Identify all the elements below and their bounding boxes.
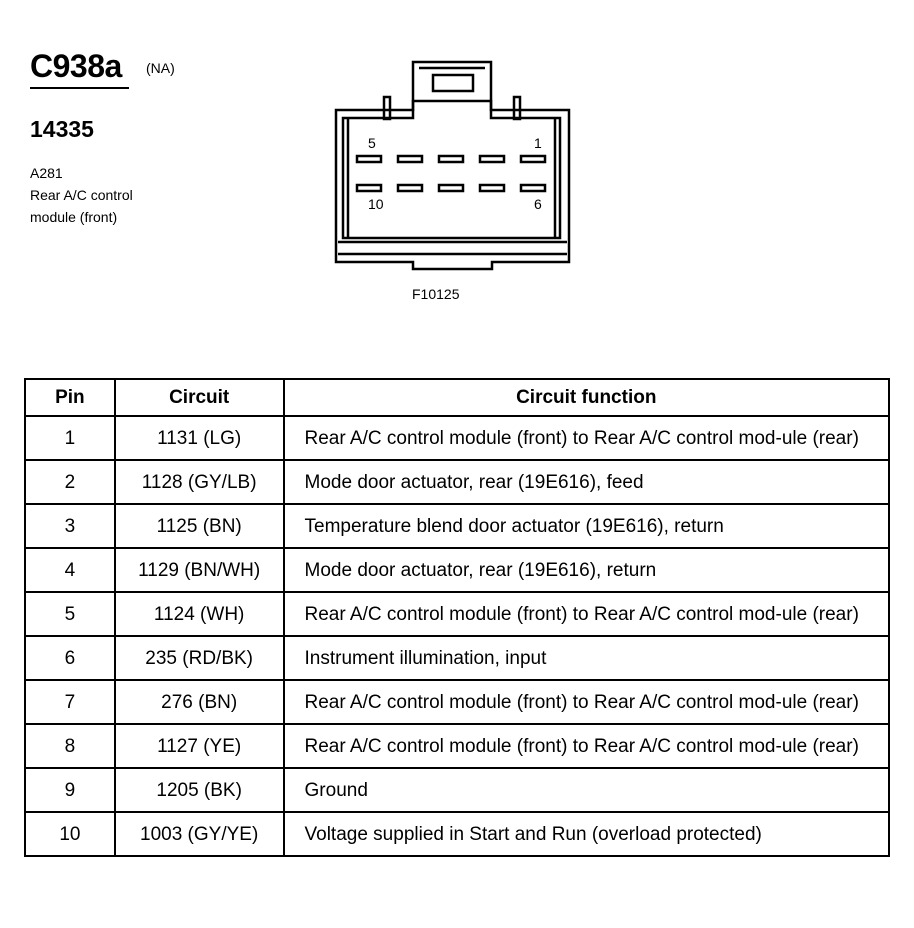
function-cell: Voltage supplied in Start and Run (overload protected) bbox=[284, 812, 889, 856]
circuit-cell: 1205 (BK) bbox=[115, 768, 284, 812]
pin-cell: 9 bbox=[25, 768, 115, 812]
circuit-cell: 1131 (LG) bbox=[115, 416, 284, 460]
pin-cell: 5 bbox=[25, 592, 115, 636]
component-name-line1: Rear A/C control bbox=[30, 187, 133, 203]
function-cell: Instrument illumination, input bbox=[284, 636, 889, 680]
header-function: Circuit function bbox=[284, 379, 889, 416]
pin-label-5: 5 bbox=[368, 135, 376, 151]
function-cell: Rear A/C control module (front) to Rear A/C control mod-ule (rear) bbox=[284, 592, 889, 636]
table-row bbox=[25, 812, 889, 856]
function-cell: Ground bbox=[284, 768, 889, 812]
pin-cell: 7 bbox=[25, 680, 115, 724]
title-underline bbox=[30, 87, 129, 89]
region-label: (NA) bbox=[146, 60, 175, 76]
function-cell: Mode door actuator, rear (19E616), return bbox=[284, 548, 889, 592]
component-name-line2: module (front) bbox=[30, 209, 118, 225]
connector-face-diagram bbox=[330, 58, 575, 273]
pin-cell: 2 bbox=[25, 460, 115, 504]
pin-cell: 6 bbox=[25, 636, 115, 680]
circuit-cell: 1124 (WH) bbox=[115, 592, 284, 636]
circuit-cell: 1129 (BN/WH) bbox=[115, 548, 284, 592]
component-code: A281 bbox=[30, 165, 63, 181]
header-circuit: Circuit bbox=[115, 379, 284, 416]
pinout-table bbox=[24, 378, 890, 857]
table-row bbox=[25, 416, 889, 460]
table-row bbox=[25, 680, 889, 724]
table-row bbox=[25, 592, 889, 636]
circuit-cell: 235 (RD/BK) bbox=[115, 636, 284, 680]
pin-label-6: 6 bbox=[534, 196, 542, 212]
figure-code: F10125 bbox=[412, 286, 460, 302]
pin-cell: 8 bbox=[25, 724, 115, 768]
table-row bbox=[25, 460, 889, 504]
table-header-row bbox=[25, 379, 889, 416]
circuit-cell: 276 (BN) bbox=[115, 680, 284, 724]
circuit-cell: 1128 (GY/LB) bbox=[115, 460, 284, 504]
table-row bbox=[25, 636, 889, 680]
table-row bbox=[25, 724, 889, 768]
circuit-cell: 1125 (BN) bbox=[115, 504, 284, 548]
connector-id-title: C938a bbox=[30, 48, 122, 84]
table-row bbox=[25, 504, 889, 548]
pin-cell: 10 bbox=[25, 812, 115, 856]
table-row bbox=[25, 548, 889, 592]
pin-cell: 1 bbox=[25, 416, 115, 460]
header-pin: Pin bbox=[25, 379, 115, 416]
pin-label-10: 10 bbox=[368, 196, 384, 212]
pin-label-1: 1 bbox=[534, 135, 542, 151]
table-row bbox=[25, 768, 889, 812]
function-cell: Mode door actuator, rear (19E616), feed bbox=[284, 460, 889, 504]
circuit-cell: 1003 (GY/YE) bbox=[115, 812, 284, 856]
function-cell: Temperature blend door actuator (19E616), return bbox=[284, 504, 889, 548]
function-cell: Rear A/C control module (front) to Rear A/C control mod-ule (rear) bbox=[284, 724, 889, 768]
function-cell: Rear A/C control module (front) to Rear A/C control mod-ule (rear) bbox=[284, 416, 889, 460]
pin-cell: 3 bbox=[25, 504, 115, 548]
part-number: 14335 bbox=[30, 116, 94, 142]
circuit-cell: 1127 (YE) bbox=[115, 724, 284, 768]
pin-cell: 4 bbox=[25, 548, 115, 592]
function-cell: Rear A/C control module (front) to Rear A/C control mod-ule (rear) bbox=[284, 680, 889, 724]
